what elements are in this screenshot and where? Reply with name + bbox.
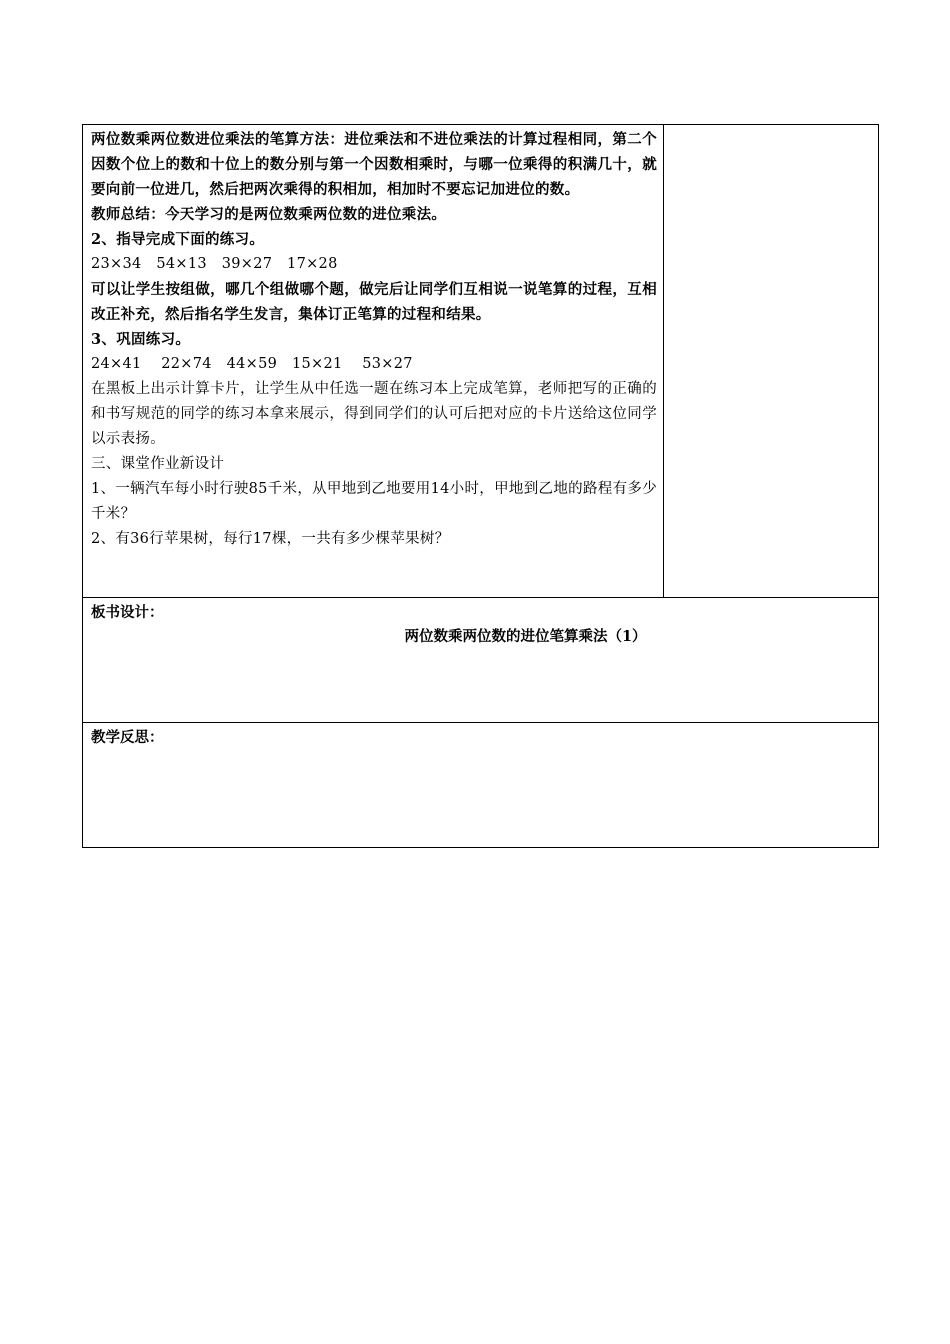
homework-heading: 三、课堂作业新设计 [91,456,225,472]
content-row [83,125,879,598]
lesson-content-cell [83,125,664,598]
board-design-label: 板书设计： [91,604,164,621]
board-row [83,598,879,723]
method-paragraph: 两位数乘两位数进位乘法的笔算方法：进位乘法和不进位乘法的计算过程相同，第二个因数个位上的数和十位上的数分别与第一个因数相乘时，与哪一位乘得的积满几十，就要向前一位进几，然后把两次乘得的积相加，相加时不要忘记加进位的数。 [91,131,657,198]
practice-heading: 2、指导完成下面的练习。 [91,231,265,248]
consolidation-problems: 24×41 22×74 44×59 15×21 53×27 [91,356,413,372]
teacher-summary: 教师总结：今天学习的是两位数乘两位数的进位乘法。 [91,206,447,223]
practice-problems: 23×34 54×13 39×27 17×28 [91,256,338,272]
homework-problem-2: 2、有36行苹果树，每行17棵，一共有多少棵苹果树？ [91,531,450,547]
teaching-reflection-cell [83,723,879,848]
lesson-plan-table [82,124,879,848]
consolidation-instructions: 在黑板上出示计算卡片，让学生从中任选一题在练习本上完成笔算，老师把写的正确的和书写规范的同学的练习本拿来展示，得到同学们的认可后把对应的卡片送给这位同学以示表扬。 [91,381,657,447]
practice-instructions: 可以让学生按组做，哪几个组做哪个题，做完后让同学们互相说一说笔算的过程，互相改正补充，然后指名学生发言，集体订正笔算的过程和结果。 [91,281,657,323]
homework-problem-1: 1、一辆汽车每小时行驶85千米，从甲地到乙地要用14小时，甲地到乙地的路程有多少千米？ [91,481,657,522]
board-design-cell [83,598,879,723]
teaching-reflection-label: 教学反思： [91,729,164,746]
board-design-title: 两位数乘两位数的进位笔算乘法（1） [404,628,647,645]
notes-cell [664,125,879,598]
reflection-row [83,723,879,848]
consolidation-heading: 3、巩固练习。 [91,331,191,348]
lesson-content [83,125,663,552]
